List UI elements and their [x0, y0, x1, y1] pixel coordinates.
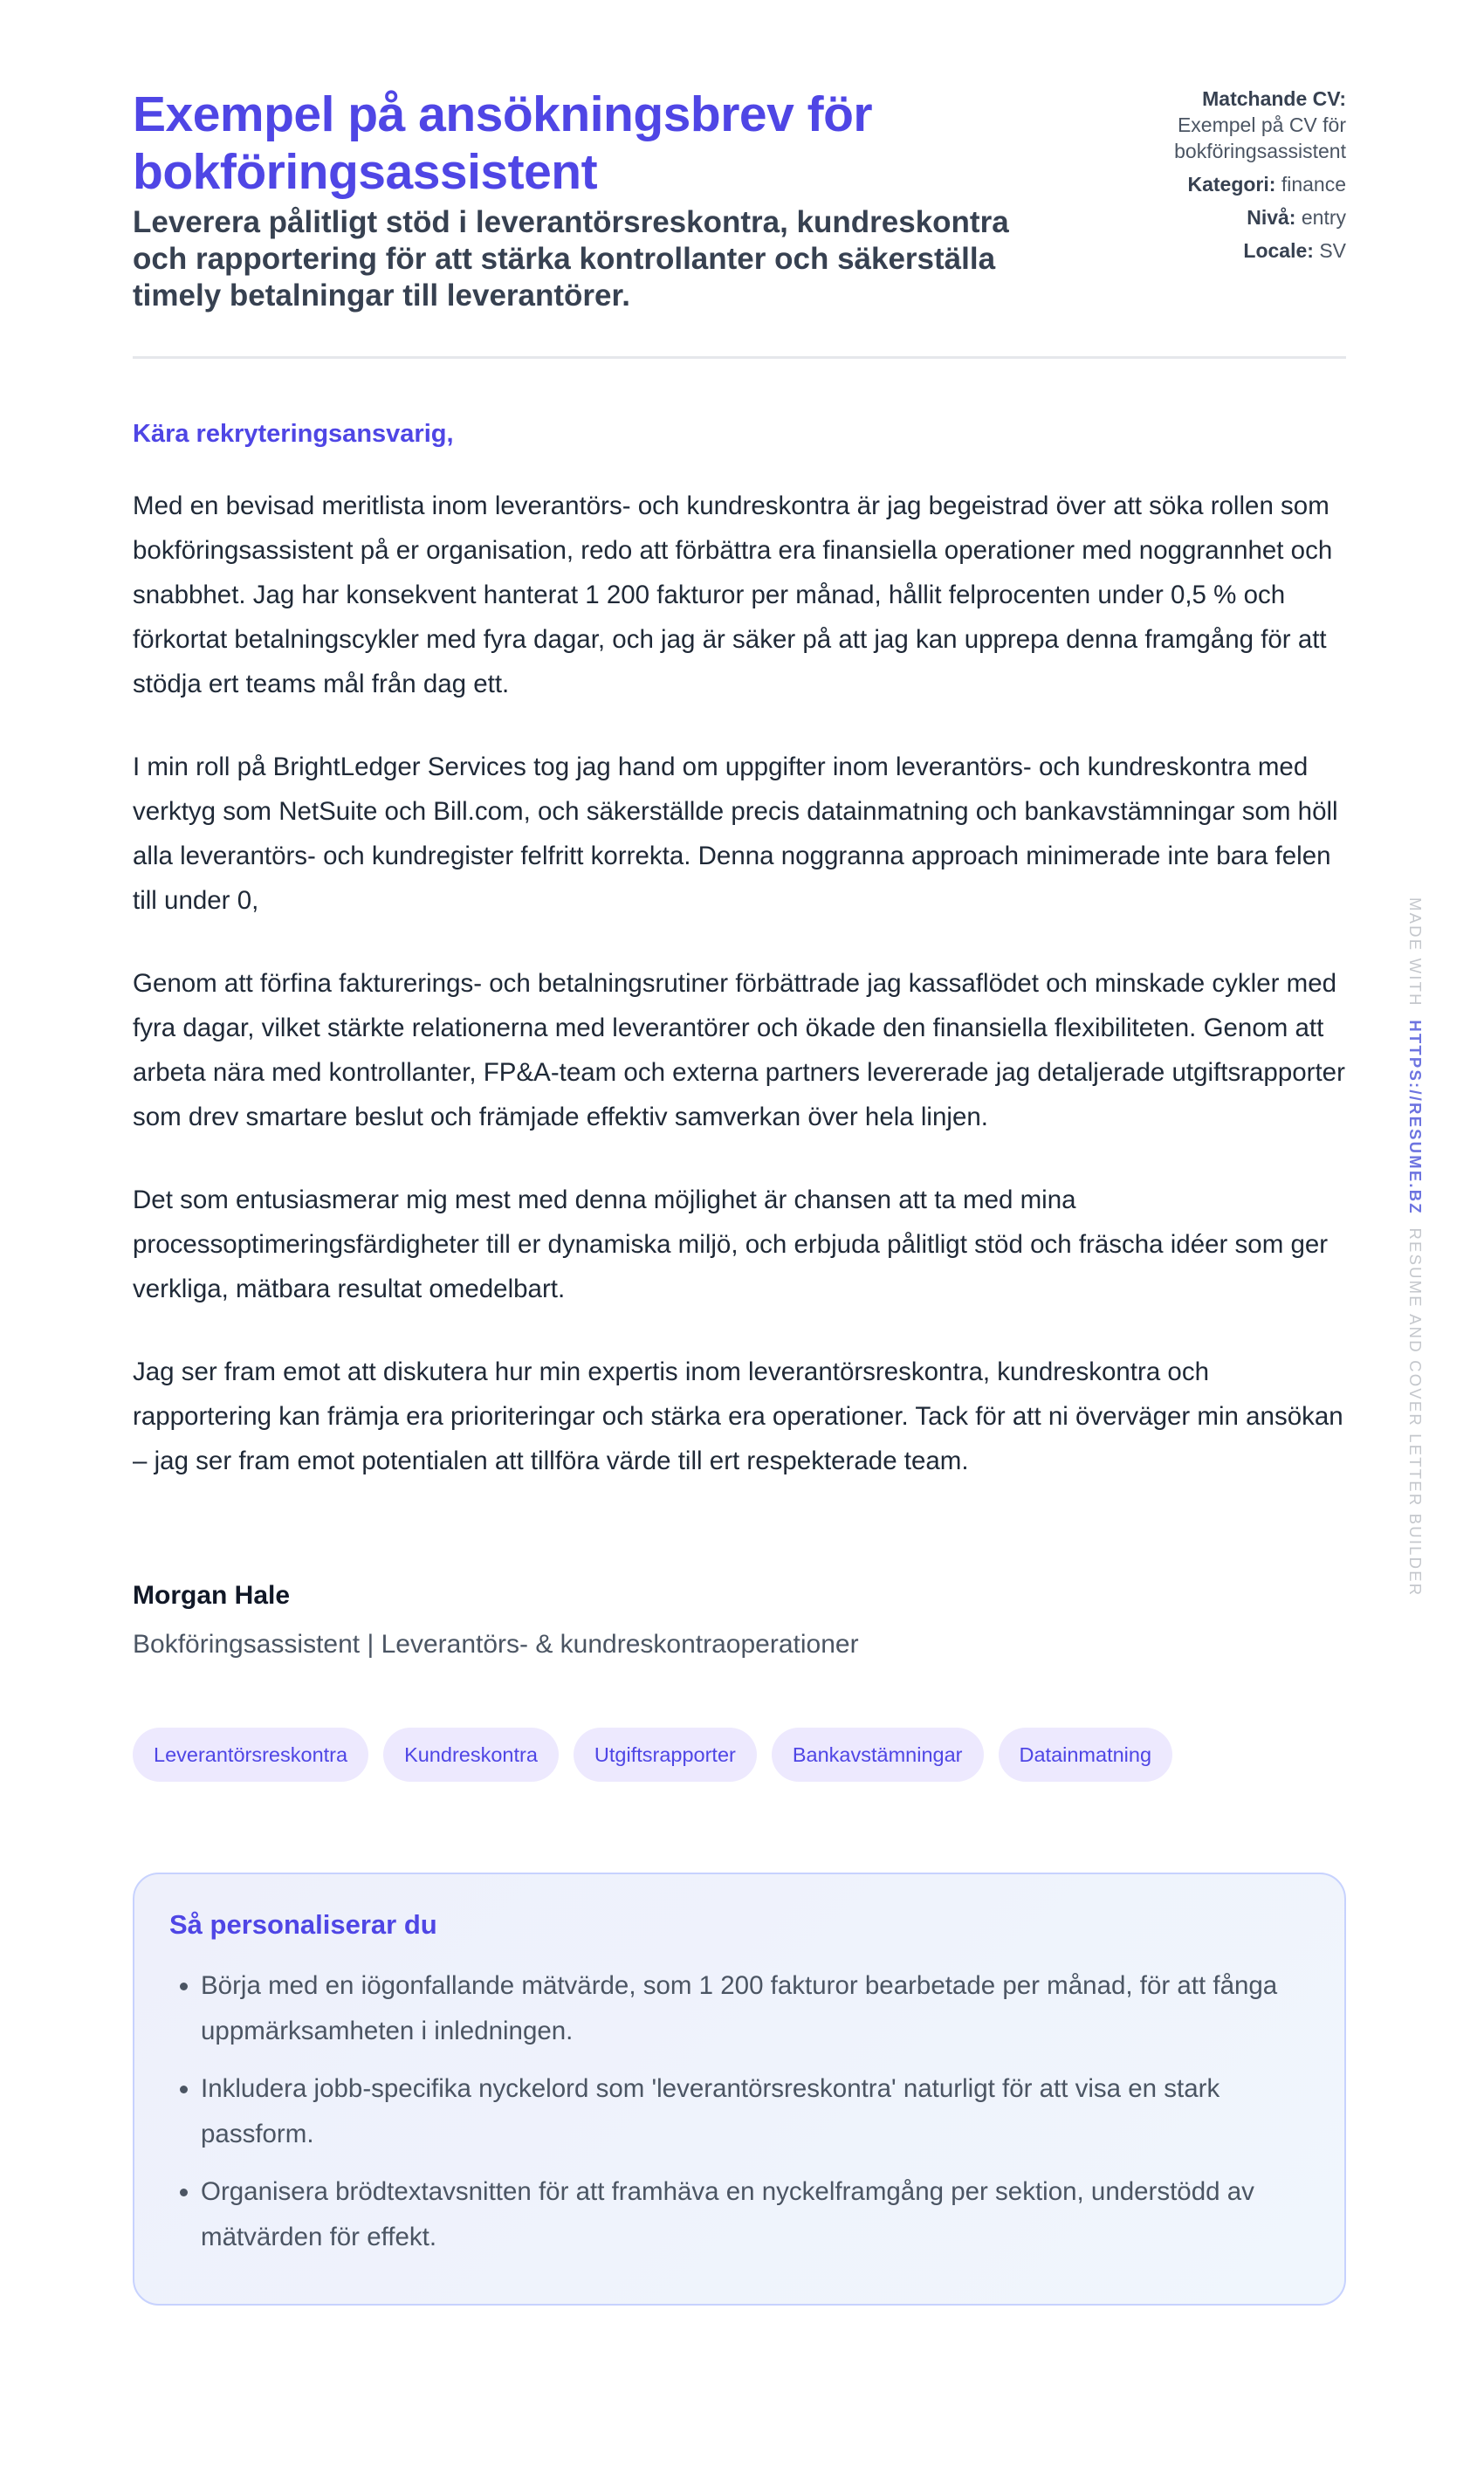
skill-tag: Kundreskontra: [383, 1728, 559, 1782]
letter-paragraph: Genom att förfina fakturerings- och betalningsrutiner förbättrade jag kassaflödet och minskade cykler med fyra dagar, vilket stärkte relationerna med leverantörer och ökade den finansiella flexibiliteten. Genom att arbeta nära med kontrollanter, FP&A-team och externa partners levererade jag detaljerade utgiftsrapporter som drev smartare beslut och främjade effektiv samverkan över hela linjen.: [133, 969, 1345, 1131]
letter-paragraph: Jag ser fram emot att diskutera hur min expertis inom leverantörsreskontra, kundreskontra och rapportering kan främja era prioriteringar och stärka era operationer. Tack för att ni överväger min ansökan – jag ser fram emot potentialen att tillföra värde till ert respekterade team.: [133, 1357, 1343, 1475]
watermark-prefix: MADE WITH: [1406, 897, 1425, 1007]
skill-tag: Bankavstämningar: [772, 1728, 984, 1782]
signature-name: Morgan Hale: [133, 1581, 291, 1610]
watermark-link[interactable]: HTTPS://RESUME.BZ: [1406, 1020, 1425, 1215]
letter-body: [133, 484, 1346, 1483]
tip-item: • Organisera brödtextavsnitten för att framhäva en nyckelframgång per sektion, understödd av mätvärden för effekt.: [201, 2169, 1309, 2260]
matching-cv-link[interactable]: Exempel på CV för bokföringsassistent: [1174, 113, 1346, 162]
letter-paragraph: I min roll på BrightLedger Services tog jag hand om uppgifter inom leverantörs- och kundreskontra med verktyg som NetSuite och Bill.com, och säkerställde precis datainmatning och bankavstämningar som höll alla leverantörs- och kundregister felfritt korrekta. Denna noggranna approach minimerade inte bara felen till under 0,: [133, 753, 1338, 915]
page-title: Exempel på ansökningsbrev för bokföringsassistent: [133, 86, 873, 200]
skill-tags: [133, 1728, 1346, 1782]
locale-label: Locale:: [1243, 239, 1314, 262]
personalization-tips-box: [133, 1873, 1346, 2306]
category-label: Kategori:: [1187, 173, 1276, 196]
cover-letter-page: [133, 0, 1346, 2306]
matching-cv-label: Matchande CV:: [1202, 87, 1346, 110]
title-block: [133, 86, 1058, 314]
skill-tag: Leverantörsreskontra: [133, 1728, 368, 1782]
header-divider: [133, 356, 1346, 359]
letter-greeting: Kära rekryteringsansvarig,: [133, 420, 454, 448]
watermark-suffix: RESUME AND COVER LETTER BUILDER: [1406, 1227, 1425, 1598]
locale-value: SV: [1319, 239, 1346, 262]
skill-tag: Utgiftsrapporter: [574, 1728, 757, 1782]
level-value: entry: [1301, 206, 1346, 229]
tips-heading: Så personaliserar du: [169, 1909, 437, 1940]
tip-item: • Börja med en iögonfallande mätvärde, som 1 200 fakturor bearbetade per månad, för att fånga uppmärksamheten i inledningen.: [201, 1963, 1309, 2054]
letter-paragraph: Med en bevisad meritlista inom leverantörs- och kundreskontra är jag begeistrad över att söka rollen som bokföringsassistent på er organisation, redo att förbättra era finansiella operationer med noggrannhet och snabbhet. Jag har konsekvent hanterat 1 200 fakturor per månad, hållit felprocenten under 0,5 % och förkortat betalningscykler med fyra dagar, och jag är säker på att jag kan upprepa denna framgång för att stödja ert teams mål från dag ett.: [133, 491, 1333, 698]
level-label: Nivå:: [1247, 206, 1296, 229]
tips-list: [169, 1963, 1309, 2260]
tip-item: • Inkludera jobb-specifika nyckelord som 'leverantörsreskontra' naturligt för att visa en stark passform.: [201, 2066, 1309, 2157]
letter-paragraph: Det som entusiasmerar mig mest med denna möjlighet är chansen att ta med mina processoptimeringsfärdigheter till er dynamiska miljö, och erbjuda pålitligt stöd och fräscha idéer som ger verkliga, mätbara resultat omedelbart.: [133, 1186, 1329, 1303]
watermark: [1405, 897, 1425, 1597]
page-subtitle: Leverera pålitligt stöd i leverantörsreskontra, kundreskontra och rapportering för att stärka kontrollanter och säkerställa timely betalningar till leverantörer.: [133, 205, 1009, 313]
meta-panel: [1084, 86, 1346, 314]
category-value: finance: [1281, 173, 1346, 196]
signature-title: Bokföringsassistent | Leverantörs- & kundreskontraoperationer: [133, 1630, 859, 1659]
page-header: [133, 0, 1346, 314]
skill-tag: Datainmatning: [999, 1728, 1173, 1782]
